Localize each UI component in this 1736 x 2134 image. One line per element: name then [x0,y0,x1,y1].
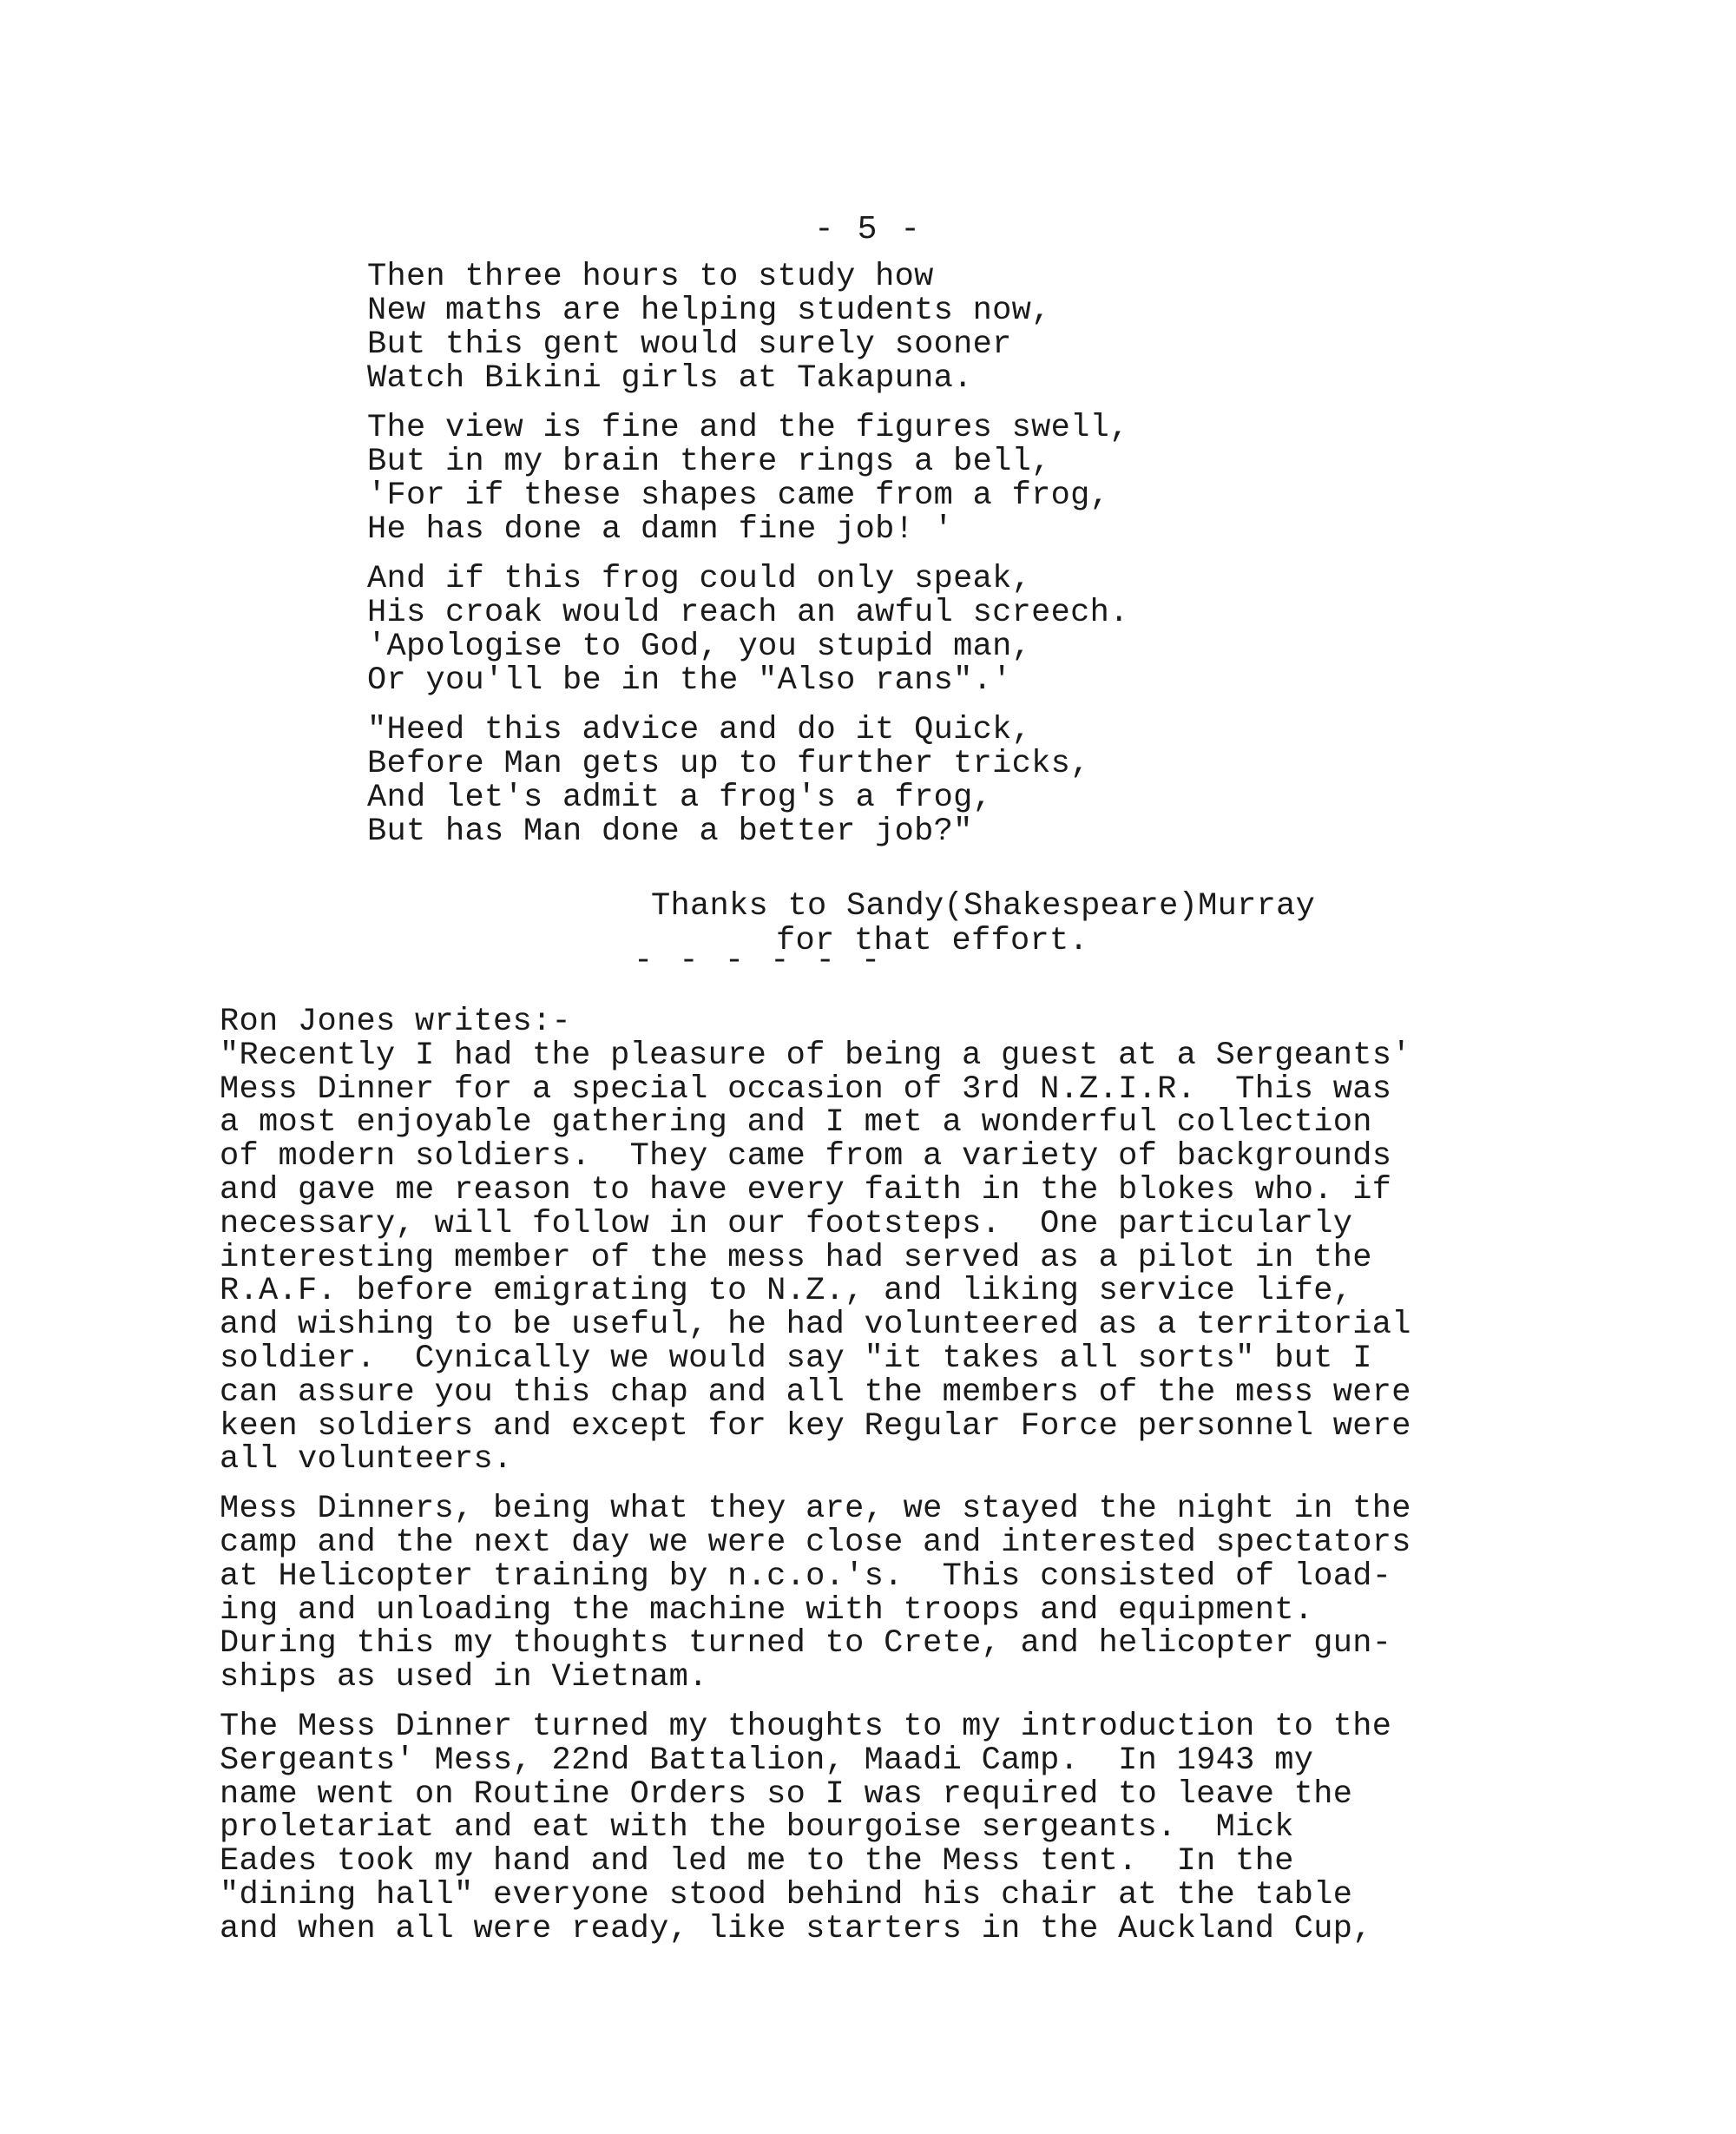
poem-line: The view is fine and the figures swell, [367,410,1129,446]
poem-line: "Heed this advice and do it Quick, [367,712,1032,748]
text-line: can assure you this chap and all the members of the mess were [220,1373,1411,1411]
poem-stanza-4 [367,714,1322,849]
text-line: and gave me reason to have every faith in the blokes who. if [220,1171,1392,1209]
poem-line: Before Man gets up to further tricks, [367,746,1090,782]
text-line: Ron Jones writes:- [220,1004,572,1040]
text-line: ing and unloading the machine with troops and equipment. [220,1591,1314,1629]
text-line: of modern soldiers. They came from a variety of backgrounds [220,1138,1392,1176]
poem-line: He has done a damn fine job! ' [367,511,954,548]
poem-line: Watch Bikini girls at Takapuna. [367,360,973,397]
poem-stanza-1 [367,260,1322,396]
page-number: - 5 - [813,211,923,248]
text-line: During this my thoughts turned to Crete, and helicopter gun- [220,1625,1392,1663]
text-line: interesting member of the mess had served as a pilot in the [220,1239,1372,1276]
poem-line: His croak would reach an awful screech. [367,595,1129,631]
text-line: R.A.F. before emigrating to N.Z., and liking service life, [220,1273,1353,1310]
letter-paragraph-3 [220,1710,1695,1946]
text-line: Sergeants' Mess, 22nd Battalion, Maadi Camp. In 1943 my [220,1742,1314,1779]
poem-line: And if this frog could only speak, [367,561,1032,597]
poem-line: 'For if these shapes came from a frog, [367,478,1110,514]
text-line: all volunteers. [220,1441,513,1479]
text-line: a most enjoyable gathering and I met a wonderful collection [220,1104,1372,1142]
letter-paragraph-1 [220,1005,1695,1477]
letter-body [220,1005,1695,1962]
poem-stanza-2 [367,412,1322,547]
text-line: keen soldiers and except for key Regular Force personnel were [220,1407,1411,1445]
text-line: and wishing to be useful, he had volunteered as a territorial [220,1307,1411,1344]
poem-line: But this gent would surely sooner [367,326,1012,363]
text-line: "Recently I had the pleasure of being a guest at a Sergeants' [220,1037,1411,1074]
text-line: Eades took my hand and led me to the Mess tent. In the [220,1843,1294,1880]
poem-line: Or you'll be in the "Also rans".' [367,662,1012,699]
poem-line: New maths are helping students now, [367,293,1051,329]
text-line: and when all were ready, like starters in the Auckland Cup, [220,1910,1372,1947]
text-line: necessary, will follow in our footsteps. One particularly [220,1205,1353,1242]
poem-line: 'Apologise to God, you stupid man, [367,629,1032,665]
poem-line: And let's admit a frog's a frog, [367,780,993,816]
text-line: "dining hall" everyone stood behind his chair at the table [220,1876,1353,1913]
text-line: proletariat and eat with the bourgoise sergeants. Mick [220,1809,1294,1847]
credit-line-2: for that effort. [776,923,1089,959]
section-divider: - - - - - - [634,943,884,979]
text-line: ships as used in Vietnam. [220,1659,708,1696]
text-line: camp and the next day we were close and interested spectators [220,1524,1411,1561]
text-line: name went on Routine Orders so I was required to leave the [220,1775,1353,1813]
text-line: soldier. Cynically we would say "it takes all sorts" but I [220,1340,1372,1377]
credit-line-1: Thanks to Sandy(Shakespeare)Murray [651,888,1316,925]
poem-stanza-3 [367,563,1322,698]
letter-paragraph-2 [220,1492,1695,1695]
text-line: at Helicopter training by n.c.o.'s. This consisted of load- [220,1558,1392,1595]
poem-line: But in my brain there rings a bell, [367,444,1051,480]
poem [367,260,1322,865]
poem-line: But has Man done a better job?" [367,813,973,850]
poem-line: Then three hours to study how [367,259,934,295]
text-line: Mess Dinners, being what they are, we stayed the night in the [220,1491,1411,1528]
text-line: Mess Dinner for a special occasion of 3rd N.Z.I.R. This was [220,1070,1392,1108]
text-line: The Mess Dinner turned my thoughts to my introduction to the [220,1708,1392,1745]
